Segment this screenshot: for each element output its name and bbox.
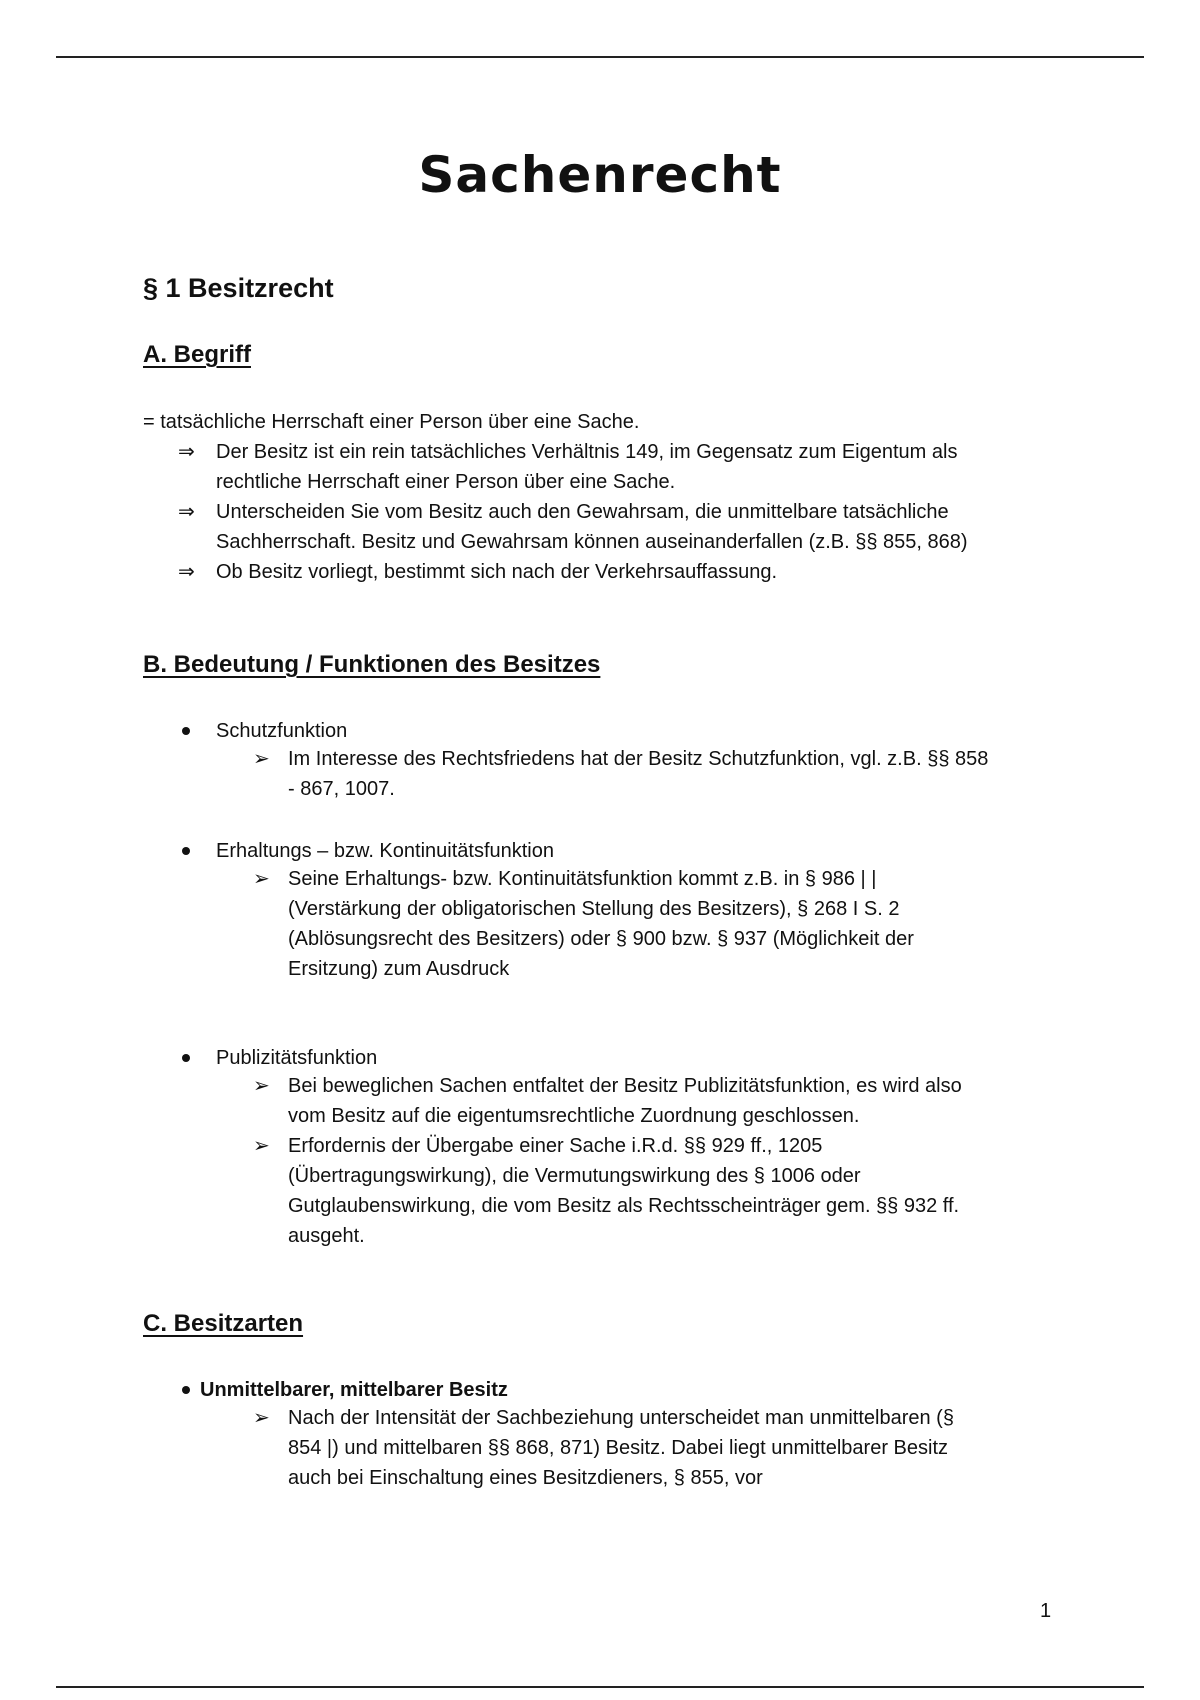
list-item: Schutzfunktion	[216, 720, 348, 742]
round-bullet-icon	[182, 727, 190, 735]
list-item: Erhaltungs – bzw. Kontinuitätsfunktion	[216, 840, 554, 862]
list-item: Unmittelbarer, mittelbarer Besitz	[200, 1379, 508, 1401]
section-heading: § 1 Besitzrecht	[143, 273, 334, 303]
top-rule	[56, 56, 1144, 58]
list-item: Sachherrschaft. Besitz und Gewahrsam können auseinanderfallen (z.B. §§ 855, 868)	[216, 531, 968, 553]
round-bullet-icon	[182, 1386, 190, 1394]
double-right-arrow-icon: ⇒	[178, 501, 195, 523]
double-right-arrow-icon: ⇒	[178, 441, 195, 463]
list-item: Ersitzung) zum Ausdruck	[288, 958, 510, 980]
page-title: Sachenrecht	[418, 146, 782, 204]
list-item: rechtliche Herrschaft einer Person über eine Sache.	[216, 471, 676, 493]
arrowhead-bullet-icon: ➢	[253, 1407, 270, 1429]
round-bullet-icon	[182, 847, 190, 855]
heading-besitzarten: C. Besitzarten	[143, 1310, 304, 1337]
definition-text: = tatsächliche Herrschaft einer Person über eine Sache.	[143, 411, 640, 433]
heading-begriff: A. Begriff	[143, 341, 251, 368]
arrowhead-bullet-icon: ➢	[253, 1075, 270, 1097]
list-item: (Verstärkung der obligatorischen Stellung des Besitzers), § 268 I S. 2	[288, 898, 900, 920]
list-item: Unterscheiden Sie vom Besitz auch den Gewahrsam, die unmittelbare tatsächliche	[216, 501, 949, 523]
list-item: Publizitätsfunktion	[216, 1047, 378, 1069]
list-item: Nach der Intensität der Sachbeziehung unterscheidet man unmittelbaren (§	[288, 1407, 954, 1429]
list-item: vom Besitz auf die eigentumsrechtliche Zuordnung geschlossen.	[288, 1105, 860, 1127]
list-item: Gutglaubenswirkung, die vom Besitz als Rechtsscheinträger gem. §§ 932 ff.	[288, 1195, 960, 1217]
heading-bedeutung: B. Bedeutung / Funktionen des Besitzes	[143, 651, 601, 678]
bottom-rule	[56, 1686, 1144, 1688]
list-item: ausgeht.	[288, 1225, 365, 1247]
list-item: auch bei Einschaltung eines Besitzdieners, § 855, vor	[288, 1467, 763, 1489]
list-item: 854 |) und mittelbaren §§ 868, 871) Besitz. Dabei liegt unmittelbarer Besitz	[288, 1437, 948, 1459]
list-item: Im Interesse des Rechtsfriedens hat der Besitz Schutzfunktion, vgl. z.B. §§ 858	[288, 748, 989, 770]
list-item: Bei beweglichen Sachen entfaltet der Besitz Publizitätsfunktion, es wird also	[288, 1075, 962, 1097]
list-item: (Ablösungsrecht des Besitzers) oder § 900 bzw. § 937 (Möglichkeit der	[288, 928, 914, 950]
arrowhead-bullet-icon: ➢	[253, 868, 270, 890]
list-item: Erfordernis der Übergabe einer Sache i.R.d. §§ 929 ff., 1205	[288, 1135, 823, 1157]
list-item: (Übertragungswirkung), die Vermutungswirkung des § 1006 oder	[288, 1165, 861, 1187]
double-right-arrow-icon: ⇒	[178, 561, 195, 583]
arrowhead-bullet-icon: ➢	[253, 1135, 270, 1157]
round-bullet-icon	[182, 1054, 190, 1062]
list-item: Ob Besitz vorliegt, bestimmt sich nach der Verkehrsauffassung.	[216, 561, 778, 583]
page-number: 1	[1040, 1600, 1052, 1622]
list-item: Seine Erhaltungs- bzw. Kontinuitätsfunktion kommt z.B. in § 986 | |	[288, 868, 877, 890]
list-item: Der Besitz ist ein rein tatsächliches Verhältnis 149, im Gegensatz zum Eigentum als	[216, 441, 958, 463]
arrowhead-bullet-icon: ➢	[253, 748, 270, 770]
list-item: - 867, 1007.	[288, 778, 395, 800]
